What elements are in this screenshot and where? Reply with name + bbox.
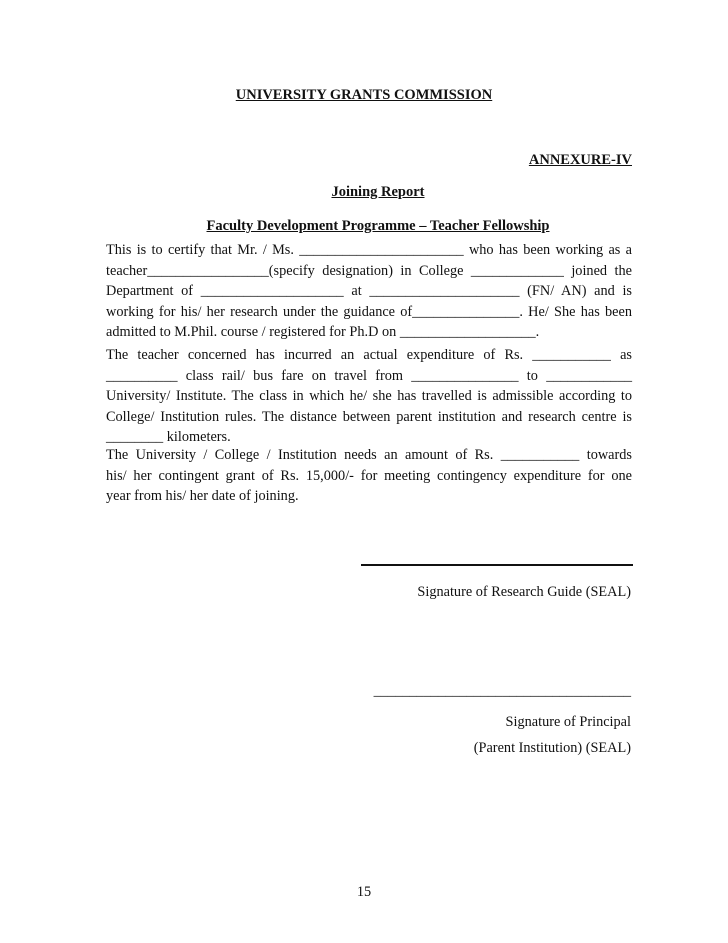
report-title: Joining Report [331,184,425,200]
principal-signature-label: Signature of Principal [505,714,631,730]
paragraph-line: ________ kilometers. [106,429,231,446]
paragraph-line: his/ her contingent grant of Rs. 15,000/- for meeting contingency expenditure for one [106,467,632,484]
paragraph-line: College/ Institution rules. The distance between parent institution and research centre is [106,408,632,425]
paragraph-line: __________ class rail/ bus fare on travel from _______________ to ____________ [106,367,632,384]
page-number: 15 [356,884,372,900]
paragraph-line: University/ Institute. The class in which he/ she has travelled is admissible according to [106,388,632,405]
programme-title: Faculty Development Programme – Teacher Fellowship [206,218,550,234]
principal-institution-label: (Parent Institution) (SEAL) [473,740,631,756]
guide-signature-label: Signature of Research Guide (SEAL) [417,584,631,600]
paragraph-line: This is to certify that Mr. / Ms. _______________________ who has been working as a [106,242,632,258]
paragraph-line: The University / College / Institution needs an amount of Rs. ___________ towards [106,447,632,463]
annexure-label: ANNEXURE-IV [528,152,632,168]
expenditure-paragraph [106,345,632,448]
paragraph-line: teacher_________________(specify designation) in College _____________ joined the [106,262,632,279]
certification-paragraph [106,240,632,343]
contingency-paragraph [106,445,632,507]
paragraph-line: working for his/ her research under the guidance of_______________. He/ She has been [106,303,632,320]
paragraph-line: year from his/ her date of joining. [106,488,299,505]
paragraph-line: The teacher concerned has incurred an actual expenditure of Rs. ___________ as [106,347,632,363]
paragraph-line: Department of ____________________ at _____________________ (FN/ AN) and is [106,283,632,300]
principal-signature-line: ____________________________________ [373,683,631,699]
guide-signature-line [361,564,633,566]
paragraph-line: admitted to M.Phil. course / registered for Ph.D on ___________________. [106,324,540,341]
organization-title: UNIVERSITY GRANTS COMMISSION [235,87,493,103]
